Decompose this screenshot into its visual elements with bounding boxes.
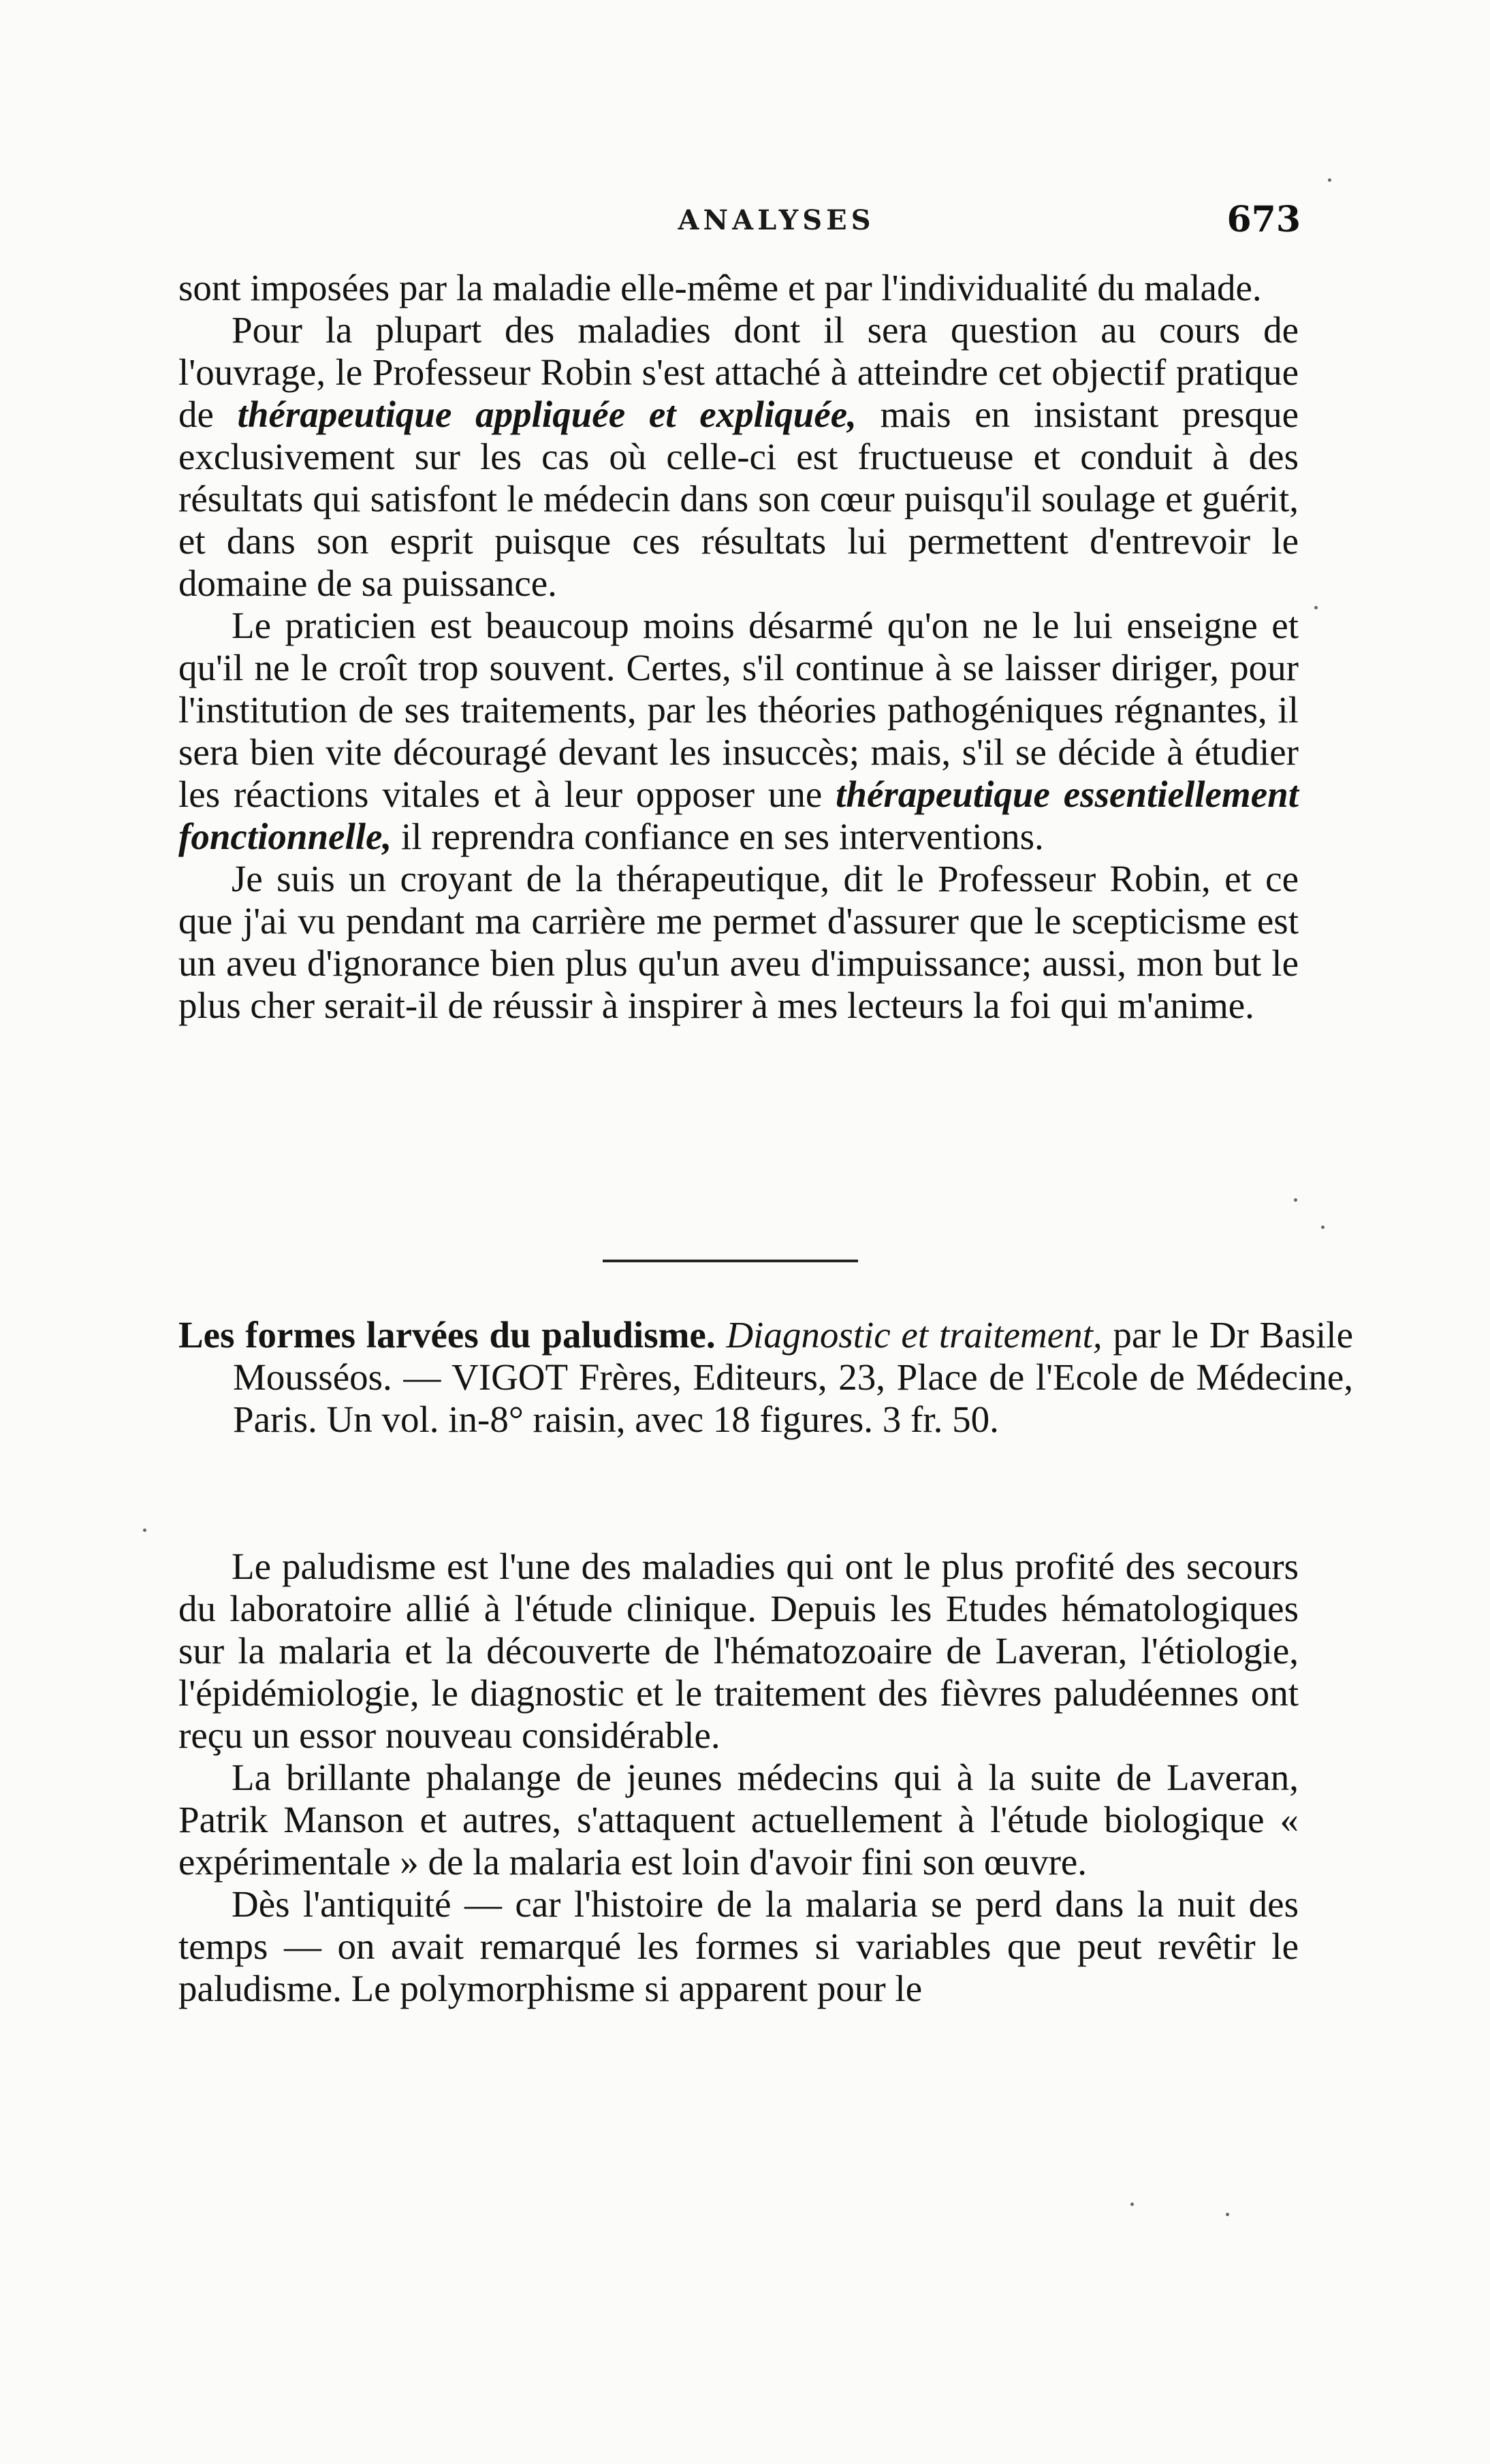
paragraph-text: Le praticien est beaucoup moins désarmé qu'on ne le lui enseigne et qu'il ne le croît trop souvent. Certes, s'il continue à se laisser diriger, pour l'institution de ses traitements, par les théories pathogéniques régnantes, il sera bien vite découragé devant les insuccès; mais, s'il se décide à étudier les réactions vitales et à leur opposer une bbox=[178, 605, 1299, 815]
paragraph-text: mais en insistant presque exclusivement sur les cas où celle-ci est fructueuse et conduit à des résultats qui satisfont le médecin dans son cœur puisqu'il soulage et guérit, et dans son esprit puisque ces résultats lui permettent d'entrevoir le domaine de sa puissance. bbox=[178, 394, 1299, 604]
citation-text: par le bbox=[1102, 1314, 1209, 1356]
paragraph-continuation: sont imposées par la maladie elle-même et par l'individualité du malade. bbox=[178, 267, 1262, 308]
page-header bbox=[177, 199, 1301, 245]
paragraph-text: il reprendra confiance en ses interventions. bbox=[392, 816, 1044, 857]
review-citation bbox=[178, 1314, 1353, 1441]
review-subtitle: Diagnostic et traitement, bbox=[726, 1314, 1103, 1356]
paragraph-antiquity: Dès l'antiquité — car l'histoire de la malaria se perd dans la nuit des temps — on avait remarqué les formes si variables que peut revêtir le paludisme. Le polymorphisme si apparent pour le bbox=[178, 1883, 1299, 2009]
paragraph-quote: Je suis un croyant de la thérapeutique, dit le Professeur Robin, et ce que j'ai vu pendant ma carrière me permet d'assurer que le scepticisme est un aveu d'ignorance bien plus qu'un aveu d'impuissance; aussi, mon but le plus cher serait-il de réussir à inspirer à mes lecteurs la foi qui m'anime. bbox=[178, 858, 1299, 1026]
scan-speck bbox=[1130, 2203, 1134, 2206]
scan-speck bbox=[143, 1529, 146, 1532]
review-title: Les formes larvées du paludisme. bbox=[178, 1314, 716, 1356]
citation-text: Dr Basile Mousséos. — VIGOT Frères, Editeurs, 23, Place de l'Ecole de Médecine, Paris. Un vol. in-8° raisin, avec 18 figures. 3 fr. 50. bbox=[233, 1314, 1354, 1440]
paragraph-phalanx: La brillante phalange de jeunes médecins qui à la suite de Laveran, Patrik Manson et autres, s'attaquent actuellement à l'étude biologique « expérimentale » de la malaria est loin d'avoir fini son œuvre. bbox=[178, 1757, 1299, 1883]
running-title: ANALYSES bbox=[678, 204, 875, 236]
scan-speck bbox=[1328, 178, 1331, 182]
emphasis-text: thérapeutique essentiellement fonctionnelle, bbox=[178, 773, 1299, 857]
scan-speck bbox=[1321, 1226, 1325, 1229]
emphasis-text: thérapeutique appliquée et expliquée, bbox=[237, 394, 857, 435]
section-2-text bbox=[178, 1546, 1299, 2010]
scan-speck bbox=[1314, 606, 1318, 609]
scan-speck bbox=[1294, 1198, 1297, 1202]
paragraph-practitioner bbox=[178, 605, 1299, 858]
paragraph-laboratory: Le paludisme est l'une des maladies qui ont le plus profité des secours du laboratoire allié à l'étude clinique. Depuis les Etudes hématologiques sur la malaria et la découverte de l'hématozoaire de Laveran, l'étiologie, l'épidémiologie, le diagnostic et le traitement des fièvres paludéennes ont reçu un essor nouveau considérable. bbox=[178, 1546, 1299, 1756]
section-1-text bbox=[178, 267, 1299, 1027]
section-divider bbox=[603, 1260, 858, 1262]
page-number: 673 bbox=[1226, 199, 1301, 240]
paragraph-text: Pour la plupart des maladies dont il sera question au cours de l'ouvrage, le Professeur Robin s'est attaché à atteindre cet objectif pratique de bbox=[178, 309, 1299, 435]
scan-speck bbox=[1226, 2213, 1229, 2216]
paragraph-objective bbox=[178, 309, 1299, 605]
